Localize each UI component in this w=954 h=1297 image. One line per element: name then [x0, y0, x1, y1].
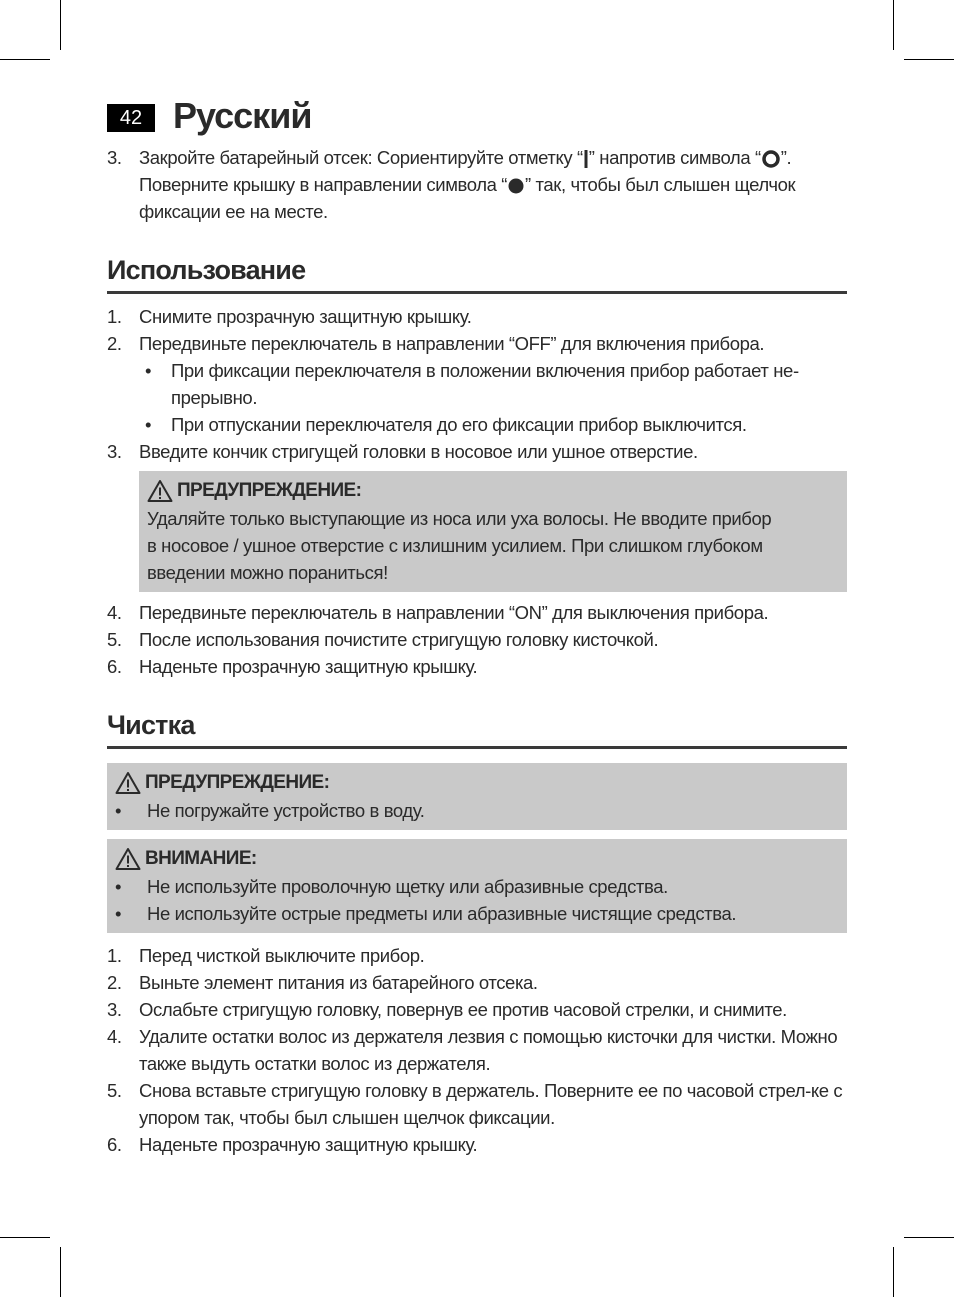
warning-title [147, 477, 839, 505]
crop-mark [904, 59, 954, 60]
warning-title-text: ПРЕДУПРЕЖДЕНИЕ: [145, 772, 330, 793]
language-title: Русский [173, 95, 312, 136]
step-text: После использования почистите стригущую головку кисточкой. [139, 629, 659, 650]
step-number: 1. [107, 306, 122, 327]
list-item [107, 873, 839, 900]
caution-title [115, 845, 839, 873]
step-number: 5. [107, 629, 122, 650]
bullet: • [115, 800, 122, 821]
caution-title-text: ВНИМАНИЕ: [145, 848, 257, 869]
step-text: Выньте элемент питания из батарейного отсека. [139, 972, 538, 993]
warning-box [107, 763, 847, 830]
warning-text: введении можно пораниться! [147, 562, 388, 583]
step-text: Ослабьте стригущую головку, повернув ее против часовой стрелки, и снимите. [139, 999, 787, 1020]
crop-mark [0, 59, 50, 60]
warning-triangle-icon [115, 847, 141, 871]
list-item [107, 900, 839, 927]
crop-mark [893, 1247, 894, 1297]
list-item [107, 942, 847, 969]
list-item [107, 969, 847, 996]
step-text: Передвиньте переключатель в направлении “OFF” для включения прибора. [139, 333, 765, 354]
step-number: 3. [107, 441, 122, 462]
step-text [139, 144, 847, 225]
warning-title [115, 769, 839, 797]
page-number: 42 [107, 104, 155, 132]
list-item [107, 438, 847, 465]
step-number: 5. [107, 1080, 122, 1101]
crop-mark [60, 0, 61, 50]
step-text-part: Закройте батарейный отсек: Сориентируйте отметку “ [139, 147, 583, 168]
step-text: Снимите прозрачную защитную крышку. [139, 306, 472, 327]
warning-text: Удаляйте только выступающие из носа или уха волосы. Не вводите прибор [147, 508, 772, 529]
step-text-part: ” так, чтобы был слышен щелчок фиксации ее на месте. [139, 174, 796, 222]
page-content [107, 144, 847, 1158]
warning-title-text: ПРЕДУПРЕЖДЕНИЕ: [177, 480, 362, 501]
list-item [107, 411, 847, 438]
step-number: 4. [107, 602, 122, 623]
list-item [107, 1023, 847, 1077]
step-number: 2. [107, 972, 122, 993]
step-number: 4. [107, 1026, 122, 1047]
crop-mark [0, 1237, 50, 1238]
step-number: 2. [107, 333, 122, 354]
bullet: • [115, 903, 122, 924]
list-item [107, 626, 847, 653]
step-text: Передвиньте переключатель в направлении “ON” для выключения прибора. [139, 602, 769, 623]
list-item [107, 599, 847, 626]
crop-mark [60, 1247, 61, 1297]
step-text: Снова вставьте стригущую головку в держатель. Поверните ее по часовой стрел-ке с упором так, чтобы был слышен щелчок фиксации. [139, 1080, 843, 1128]
list-item [107, 357, 847, 411]
step-text-part: ”. Поверните крышку в направлении символа “ [139, 147, 792, 195]
list-item [107, 653, 847, 680]
list-item [107, 1131, 847, 1158]
section-heading-usage: Использование [107, 255, 847, 294]
bullet: • [145, 414, 152, 435]
intro-step [107, 144, 847, 225]
crop-mark [893, 0, 894, 50]
step-number: 6. [107, 1134, 122, 1155]
warning-box [139, 471, 847, 592]
warning-text: в носовое / ушное отверстие с излишним усилием. При слишком глубоком [147, 535, 763, 556]
bullet: • [115, 876, 122, 897]
step-number: 3. [107, 147, 122, 168]
list-item [107, 303, 847, 330]
step-text-part: ” напротив символа “ [588, 147, 761, 168]
step-text: Удалите остатки волос из держателя лезвия с помощью кисточки для чистки. Можно также выдуть остатки волос из держателя. [139, 1026, 838, 1074]
bullet-text: При фиксации переключателя в положении включения прибор работает не-прерывно. [171, 360, 799, 408]
open-circle-icon [761, 150, 781, 168]
step-number: 1. [107, 945, 122, 966]
list-item [107, 996, 847, 1023]
bullet-text: Не используйте острые предметы или абразивные чистящие средства. [147, 903, 737, 924]
warning-triangle-icon [147, 479, 173, 503]
bullet-text: Не погружайте устройство в воду. [147, 800, 425, 821]
bullet-text: Не используйте проволочную щетку или абразивные средства. [147, 876, 668, 897]
step-text: Перед чисткой выключите прибор. [139, 945, 425, 966]
list-item [107, 330, 847, 357]
warning-triangle-icon [115, 771, 141, 795]
list-item [107, 1077, 847, 1131]
step-number: 3. [107, 999, 122, 1020]
caution-box [107, 839, 847, 933]
step-text: Введите кончик стригущей головки в носовое или ушное отверстие. [139, 441, 698, 462]
bullet: • [145, 360, 152, 381]
section-heading-cleaning: Чистка [107, 710, 847, 749]
step-number: 6. [107, 656, 122, 677]
filled-circle-icon [507, 177, 525, 195]
step-text: Наденьте прозрачную защитную крышку. [139, 656, 478, 677]
step-text: Наденьте прозрачную защитную крышку. [139, 1134, 478, 1155]
list-item [107, 797, 839, 824]
bullet-text: При отпускании переключателя до его фиксации прибор выключится. [171, 414, 747, 435]
crop-mark [904, 1237, 954, 1238]
